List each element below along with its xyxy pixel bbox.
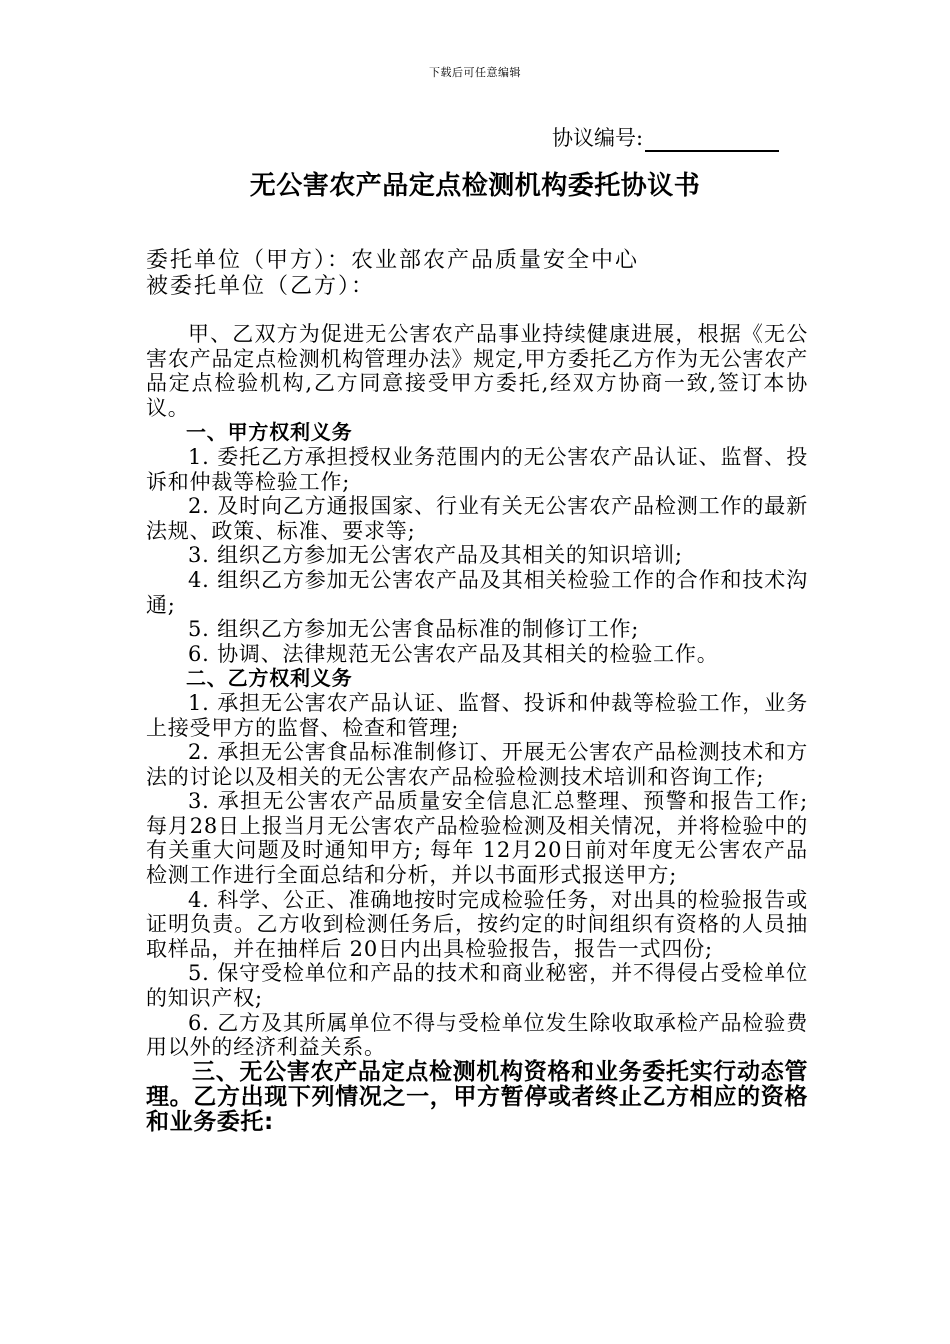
agreement-number-blank-line xyxy=(645,128,779,152)
section-three-paragraph: 三、无公害农产品定点检测机构资格和业务委托实行动态管理。乙方出现下列情况之一，甲方暂停或者终止乙方相应的资格和业务委托: xyxy=(146,1058,808,1135)
clause-b-3: 3. 承担无公害农产品质量安全信息汇总整理、预警和报告工作; 每月28日上报当月无公害农产品检验检测及相关情况，并将检验中的有关重大问题及时通知甲方; 每年 12月20日前对年度无公害农产品检测工作进行全面总结和分析，并以书面形式报送甲方; xyxy=(146,789,808,888)
party-a-line: 委托单位（甲方）：农业部农产品质量安全中心 xyxy=(146,248,640,273)
clause-b-2: 2. 承担无公害食品标准制修订、开展无公害农产品检测技术和方法的讨论以及相关的无公害农产品检验检测技术培训和咨询工作; xyxy=(146,740,808,789)
document-title: 无公害农产品定点检测机构委托协议书 xyxy=(249,171,701,201)
agreement-body xyxy=(146,322,808,1135)
clause-a-2: 2. 及时向乙方通报国家、行业有关无公害农产品检测工作的最新法规、政策、标准、要求等; xyxy=(146,494,808,543)
agreement-number-label: 协议编号: xyxy=(552,126,644,150)
clause-a-1: 1. 委托乙方承担授权业务范围内的无公害农产品认证、监督、投诉和仲裁等检验工作; xyxy=(146,444,808,494)
clause-a-6: 6. 协调、法律规范无公害农产品及其相关的检验工作。 xyxy=(188,641,719,666)
parties-block xyxy=(146,248,639,300)
clause-b-1: 1. 承担无公害农产品认证、监督、投诉和仲裁等检验工作，业务上接受甲方的监督、检查和管理; xyxy=(146,690,808,740)
agreement-number xyxy=(552,124,779,152)
clause-a-3: 3. 组织乙方参加无公害农产品及其相关的知识培训; xyxy=(188,543,683,568)
clause-a-5: 5. 组织乙方参加无公害食品标准的制修订工作; xyxy=(188,617,640,642)
preamble-paragraph: 甲、乙双方为促进无公害农产品事业持续健康进展，根据《无公害农产品定点检测机构管理办法》规定,甲方委托乙方作为无公害农产品定点检验机构,乙方同意接受甲方委托,经双方协商一致,签订本协议。 xyxy=(146,322,808,420)
clause-b-4: 4. 科学、公正、准确地按时完成检验任务，对出具的检验报告或证明负责。乙方收到检测任务后，按约定的时间组织有资格的人员抽取样品，并在抽样后 20日内出具检验报告，报告一式四份; xyxy=(146,887,808,961)
section-heading-party-a: 一、甲方权利义务 xyxy=(186,420,353,445)
section-heading-party-b: 二、乙方权利义务 xyxy=(186,666,353,691)
clause-b-6: 6. 乙方及其所属单位不得与受检单位发生除收取承检产品检验费用以外的经济利益关系。 xyxy=(146,1010,808,1060)
clause-b-5: 5. 保守受检单位和产品的技术和商业秘密，并不得侵占受检单位的知识产权; xyxy=(146,961,808,1011)
clause-a-4: 4. 组织乙方参加无公害农产品及其相关检验工作的合作和技术沟通; xyxy=(146,567,808,617)
party-b-line: 被委托单位（乙方）： xyxy=(146,274,376,299)
header-note: 下载后可任意编辑 xyxy=(429,66,521,79)
